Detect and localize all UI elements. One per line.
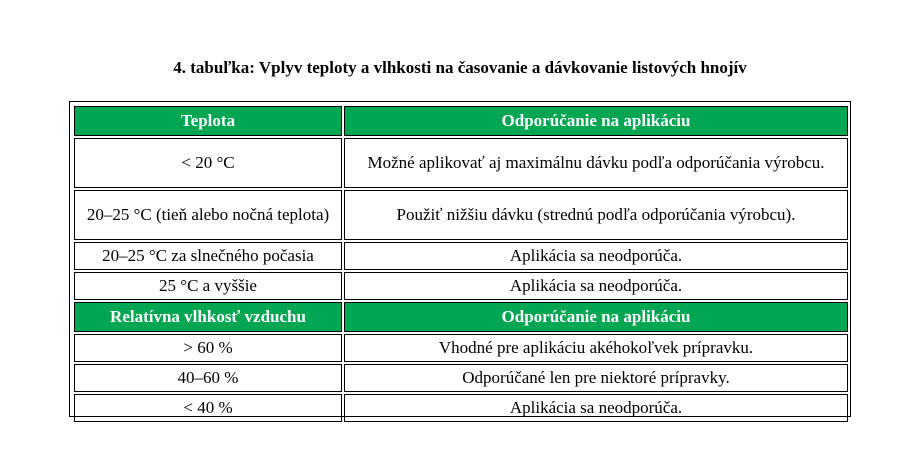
- header-cell-recommendation: Odporúčanie na aplikáciu: [344, 106, 848, 136]
- recommendation-table: [72, 104, 850, 424]
- header-cell-temperature: Teplota: [74, 106, 342, 136]
- temperature-cell: < 20 °C: [74, 138, 342, 188]
- recommendation-cell: Odporúčané len pre niektoré prípravky.: [344, 364, 848, 392]
- recommendation-table-frame: [69, 101, 851, 417]
- temperature-cell: 20–25 °C (tieň alebo nočná teplota): [74, 190, 342, 240]
- table-caption: 4. tabuľka: Vplyv teploty a vlhkosti na časovanie a dávkovanie listových hnojív: [173, 58, 747, 77]
- table-row: [74, 190, 848, 240]
- temperature-cell: 25 °C a vyššie: [74, 272, 342, 300]
- table-row: [74, 394, 848, 422]
- table-row: [74, 138, 848, 188]
- table-row: [74, 272, 848, 300]
- recommendation-cell: Vhodné pre aplikáciu akéhokoľvek prípravku.: [344, 334, 848, 362]
- recommendation-cell: Aplikácia sa neodporúča.: [344, 272, 848, 300]
- humidity-cell: 40–60 %: [74, 364, 342, 392]
- table-row: [74, 364, 848, 392]
- humidity-cell: < 40 %: [74, 394, 342, 422]
- recommendation-cell: Použiť nižšiu dávku (strednú podľa odporúčania výrobcu).: [344, 190, 848, 240]
- recommendation-cell: Aplikácia sa neodporúča.: [344, 394, 848, 422]
- header-cell-humidity: Relatívna vlhkosť vzduchu: [74, 302, 342, 332]
- header-cell-recommendation: Odporúčanie na aplikáciu: [344, 302, 848, 332]
- table-row: [74, 242, 848, 270]
- recommendation-cell: Aplikácia sa neodporúča.: [344, 242, 848, 270]
- table-row: [74, 334, 848, 362]
- recommendation-cell: Možné aplikovať aj maximálnu dávku podľa odporúčania výrobcu.: [344, 138, 848, 188]
- temperature-header-row: [74, 106, 848, 136]
- temperature-cell: 20–25 °C za slnečného počasia: [74, 242, 342, 270]
- humidity-cell: > 60 %: [74, 334, 342, 362]
- humidity-header-row: [74, 302, 848, 332]
